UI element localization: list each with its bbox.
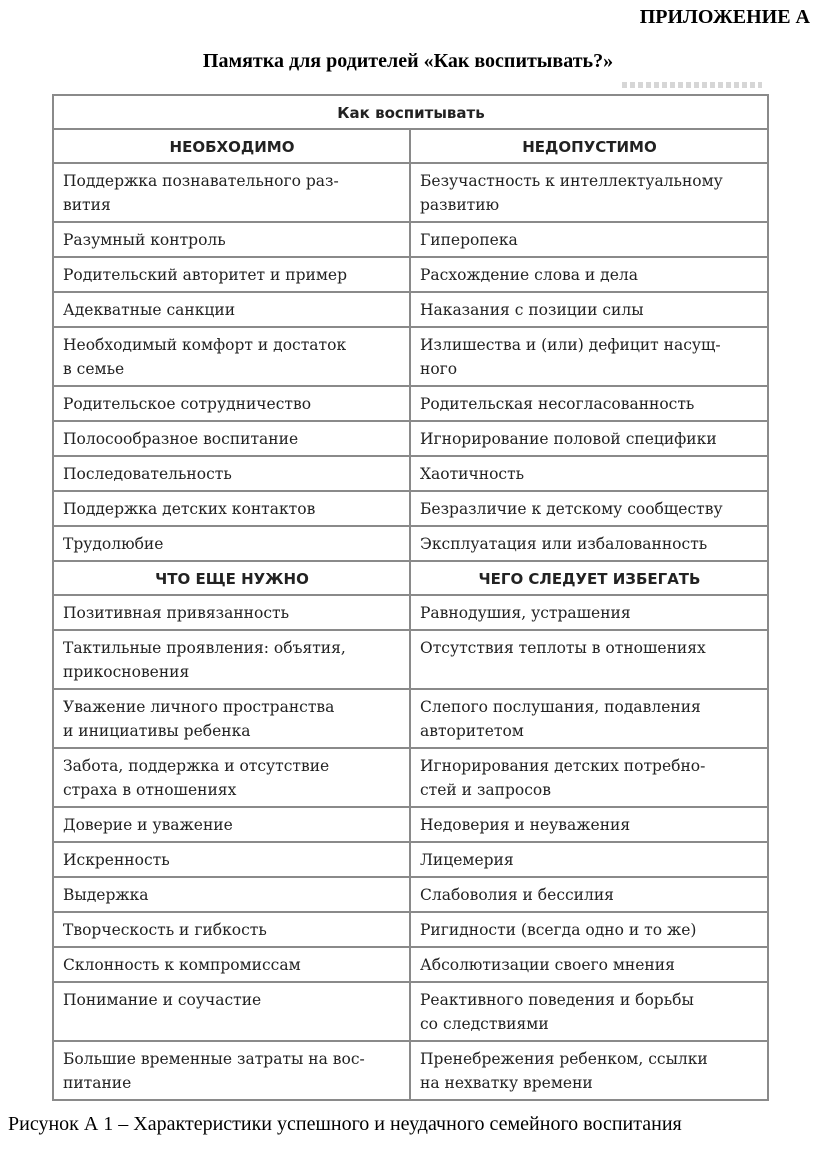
table-row (53, 292, 768, 327)
section1-header-row (53, 129, 768, 163)
cell-recommended: Трудолюбие (53, 526, 410, 561)
appendix-label: ПРИЛОЖЕНИЕ А (639, 6, 810, 28)
cell-avoid: Отсутствия теплоты в отношениях (410, 630, 768, 689)
cell-avoid: Недоверия и неуважения (410, 807, 768, 842)
cell-avoid: Абсолютизации своего мнения (410, 947, 768, 982)
table-row (53, 630, 768, 689)
cell-avoid: Гиперопека (410, 222, 768, 257)
section2-header-row (53, 561, 768, 595)
cell-avoid: Равнодушия, устрашения (410, 595, 768, 630)
table-row (53, 877, 768, 912)
cell-recommended: Искренность (53, 842, 410, 877)
cell-avoid: Слепого послушания, подавления авторитетом (410, 689, 768, 748)
cell-recommended: Уважение личного пространства и инициативы ребенка (53, 689, 410, 748)
table-row (53, 456, 768, 491)
table-row (53, 526, 768, 561)
cell-avoid: Лицемерия (410, 842, 768, 877)
cell-recommended: Адекватные санкции (53, 292, 410, 327)
cell-avoid: Реактивного поведения и борьбы со следствиями (410, 982, 768, 1041)
column-header-right: НЕДОПУСТИМО (410, 129, 768, 163)
cell-avoid: Слабоволия и бессилия (410, 877, 768, 912)
page-title: Памятка для родителей «Как воспитывать?» (202, 50, 614, 72)
cell-recommended: Тактильные проявления: объятия, прикосновения (53, 630, 410, 689)
cell-avoid: Ригидности (всегда одно и то же) (410, 912, 768, 947)
table-row (53, 982, 768, 1041)
table-row (53, 327, 768, 386)
cell-recommended: Родительское сотрудничество (53, 386, 410, 421)
table-row (53, 807, 768, 842)
cell-avoid: Эксплуатация или избалованность (410, 526, 768, 561)
cell-recommended: Склонность к компромиссам (53, 947, 410, 982)
table-row (53, 912, 768, 947)
table-row (53, 491, 768, 526)
scan-artifact (622, 82, 762, 88)
table-row (53, 947, 768, 982)
table-main-header-row (53, 95, 768, 129)
cell-recommended: Необходимый комфорт и достаток в семье (53, 327, 410, 386)
cell-avoid: Безучастность к интеллектуальному развитию (410, 163, 768, 222)
table-row (53, 163, 768, 222)
cell-recommended: Большие временные затраты на вос- питание (53, 1041, 410, 1100)
table-main-header: Как воспитывать (53, 95, 768, 129)
figure-caption: Рисунок А 1 – Характеристики успешного и неудачного семейного воспитания (8, 1113, 682, 1135)
table-row (53, 689, 768, 748)
cell-avoid: Игнорирование половой специфики (410, 421, 768, 456)
cell-recommended: Выдержка (53, 877, 410, 912)
column-header-right: ЧЕГО СЛЕДУЕТ ИЗБЕГАТЬ (410, 561, 768, 595)
table-row (53, 595, 768, 630)
column-header-left: ЧТО ЕЩЕ НУЖНО (53, 561, 410, 595)
column-header-left: НЕОБХОДИМО (53, 129, 410, 163)
cell-recommended: Родительский авторитет и пример (53, 257, 410, 292)
cell-avoid: Хаотичность (410, 456, 768, 491)
cell-recommended: Полосообразное воспитание (53, 421, 410, 456)
cell-recommended: Последовательность (53, 456, 410, 491)
cell-avoid: Расхождение слова и дела (410, 257, 768, 292)
table-row (53, 257, 768, 292)
cell-recommended: Доверие и уважение (53, 807, 410, 842)
cell-avoid: Пренебрежения ребенком, ссылки на нехватку времени (410, 1041, 768, 1100)
cell-recommended: Поддержка познавательного раз- вития (53, 163, 410, 222)
cell-recommended: Поддержка детских контактов (53, 491, 410, 526)
cell-avoid: Родительская несогласованность (410, 386, 768, 421)
cell-recommended: Творческость и гибкость (53, 912, 410, 947)
cell-recommended: Понимание и соучастие (53, 982, 410, 1041)
cell-avoid: Безразличие к детскому сообществу (410, 491, 768, 526)
table-row (53, 386, 768, 421)
table-row (53, 1041, 768, 1100)
cell-avoid: Излишества и (или) дефицит насущ- ного (410, 327, 768, 386)
cell-avoid: Игнорирования детских потребно- стей и запросов (410, 748, 768, 807)
parenting-memo-table (52, 94, 769, 1101)
cell-recommended: Позитивная привязанность (53, 595, 410, 630)
table-row (53, 222, 768, 257)
table-row (53, 421, 768, 456)
cell-avoid: Наказания с позиции силы (410, 292, 768, 327)
table-row (53, 748, 768, 807)
cell-recommended: Забота, поддержка и отсутствие страха в отношениях (53, 748, 410, 807)
table-row (53, 842, 768, 877)
cell-recommended: Разумный контроль (53, 222, 410, 257)
